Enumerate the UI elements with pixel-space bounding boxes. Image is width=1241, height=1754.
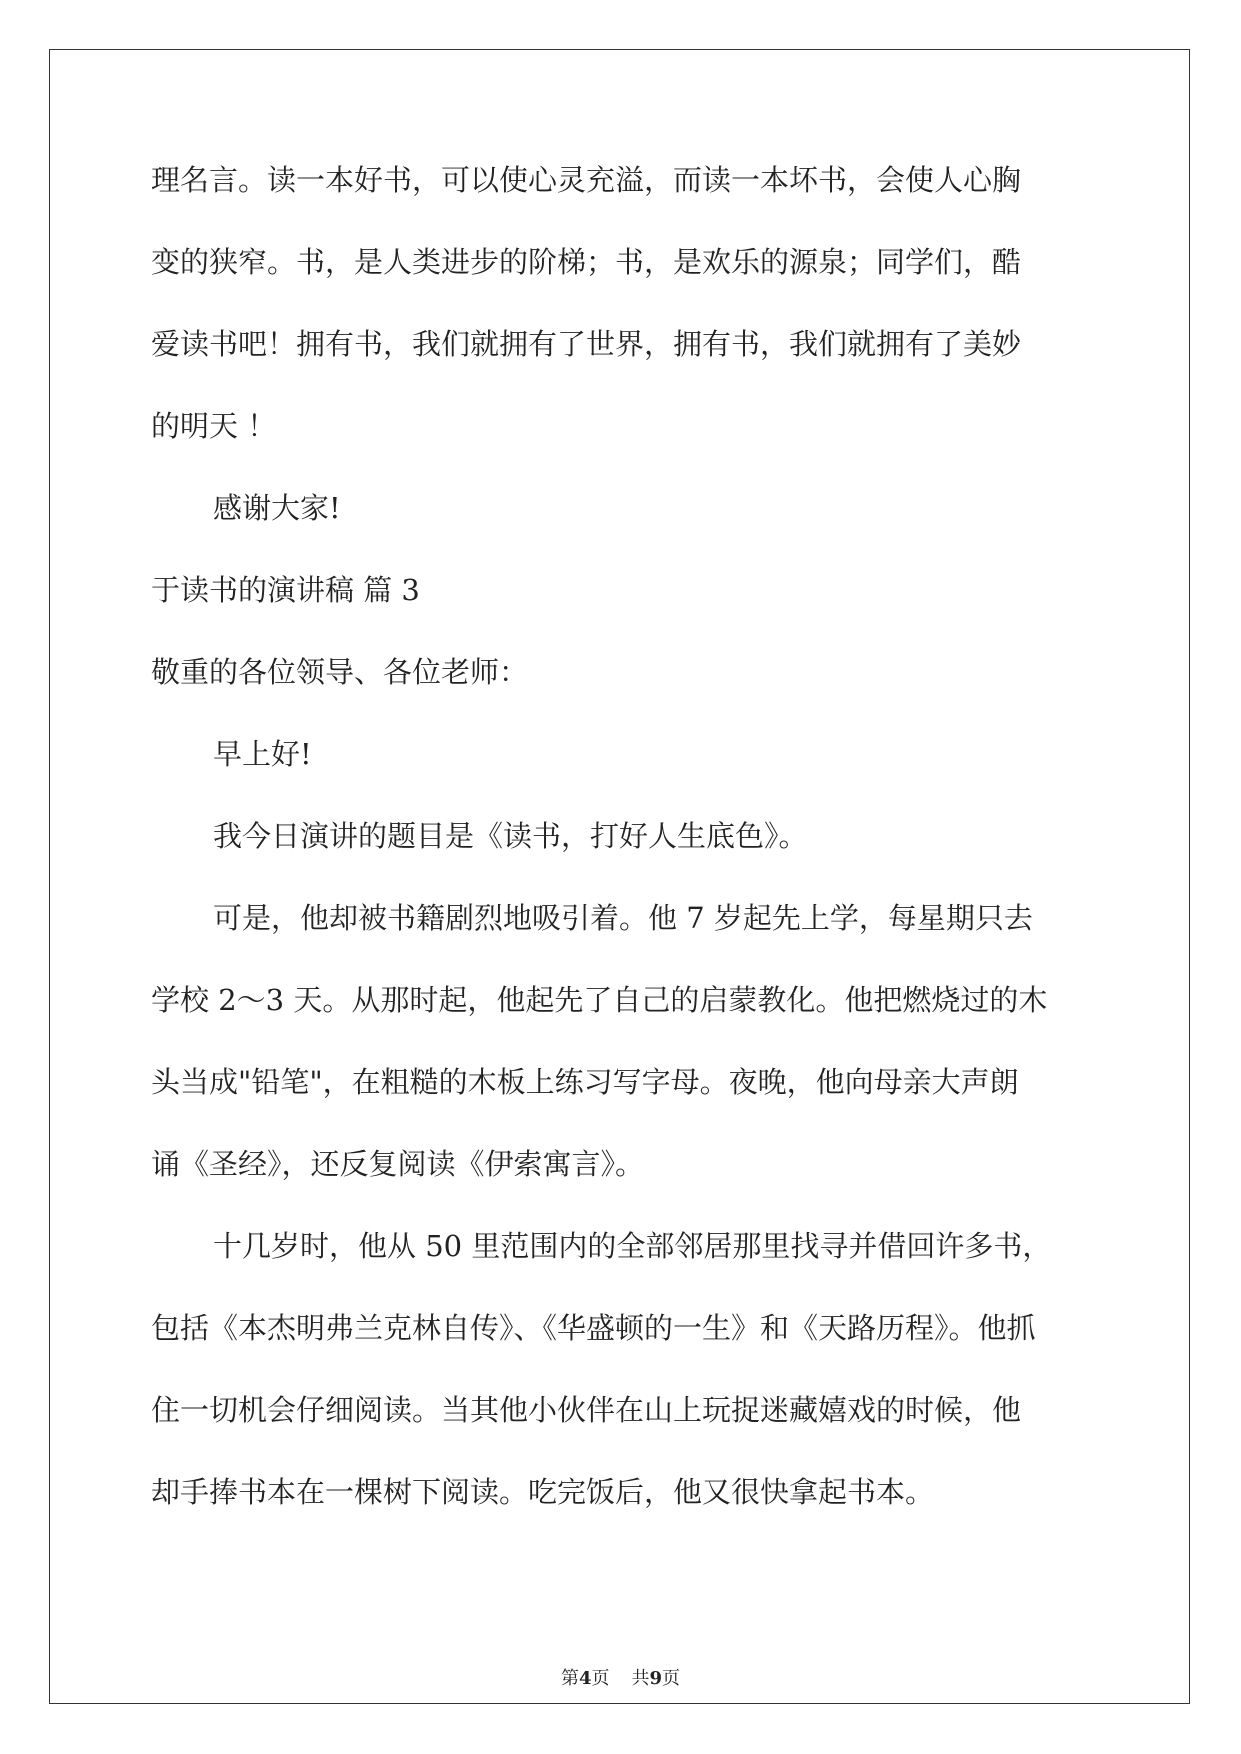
page-prefix: 第 bbox=[560, 1668, 579, 1689]
paragraph-line: 爱读书吧！拥有书，我们就拥有了世界，拥有书，我们就拥有了美妙 bbox=[151, 327, 1022, 361]
current-page-number: 4 bbox=[578, 1668, 592, 1689]
document-body bbox=[151, 160, 1091, 1554]
total-prefix: 共 bbox=[631, 1668, 650, 1689]
total-page-number: 9 bbox=[649, 1668, 663, 1689]
paragraph-line: 住一切机会仔细阅读。当其他小伙伴在山上玩捉迷藏嬉戏的时候，他 bbox=[151, 1393, 1022, 1427]
page-suffix: 页 bbox=[591, 1668, 610, 1689]
paragraph-line: 学校 2～3 天。从那时起，他起先了自己的启蒙教化。他把燃烧过的木 bbox=[151, 983, 1048, 1017]
paragraph-line: 包括《本杰明弗兰克林自传》、《华盛顿的一生》和《天路历程》。他抓 bbox=[151, 1311, 1036, 1345]
paragraph-line: 诵《圣经》，还反复阅读《伊索寓言》。 bbox=[151, 1147, 645, 1181]
paragraph-line: 十几岁时，他从 50 里范围内的全部邻居那里找寻并借回许多书， bbox=[213, 1229, 1052, 1263]
section-heading: 于读书的演讲稿 篇 3 bbox=[151, 573, 420, 607]
paragraph-line: 的明天 ！ bbox=[151, 409, 277, 443]
total-suffix: 页 bbox=[662, 1668, 681, 1689]
paragraph-line: 可是，他却被书籍剧烈地吸引着。他 7 岁起先上学，每星期只去 bbox=[213, 901, 1033, 935]
salutation: 敬重的各位领导、各位老师： bbox=[151, 655, 529, 689]
paragraph-line: 变的狭窄。书，是人类进步的阶梯；书，是欢乐的源泉；同学们，酷 bbox=[151, 245, 1022, 279]
paragraph-line: 我今日演讲的题目是《读书，打好人生底色》。 bbox=[213, 819, 808, 853]
paragraph-line: 理名言。读一本好书，可以使心灵充溢，而读一本坏书，会使人心胸 bbox=[151, 163, 1022, 197]
page-footer bbox=[0, 1664, 1241, 1690]
closing-thanks: 感谢大家! bbox=[213, 491, 341, 525]
greeting: 早上好! bbox=[213, 737, 312, 771]
paragraph-line: 头当成"铅笔"，在粗糙的木板上练习写字母。夜晚，他向母亲大声朗 bbox=[151, 1065, 1019, 1099]
paragraph-line: 却手捧书本在一棵树下阅读。吃完饭后，他又很快拿起书本。 bbox=[151, 1475, 935, 1509]
